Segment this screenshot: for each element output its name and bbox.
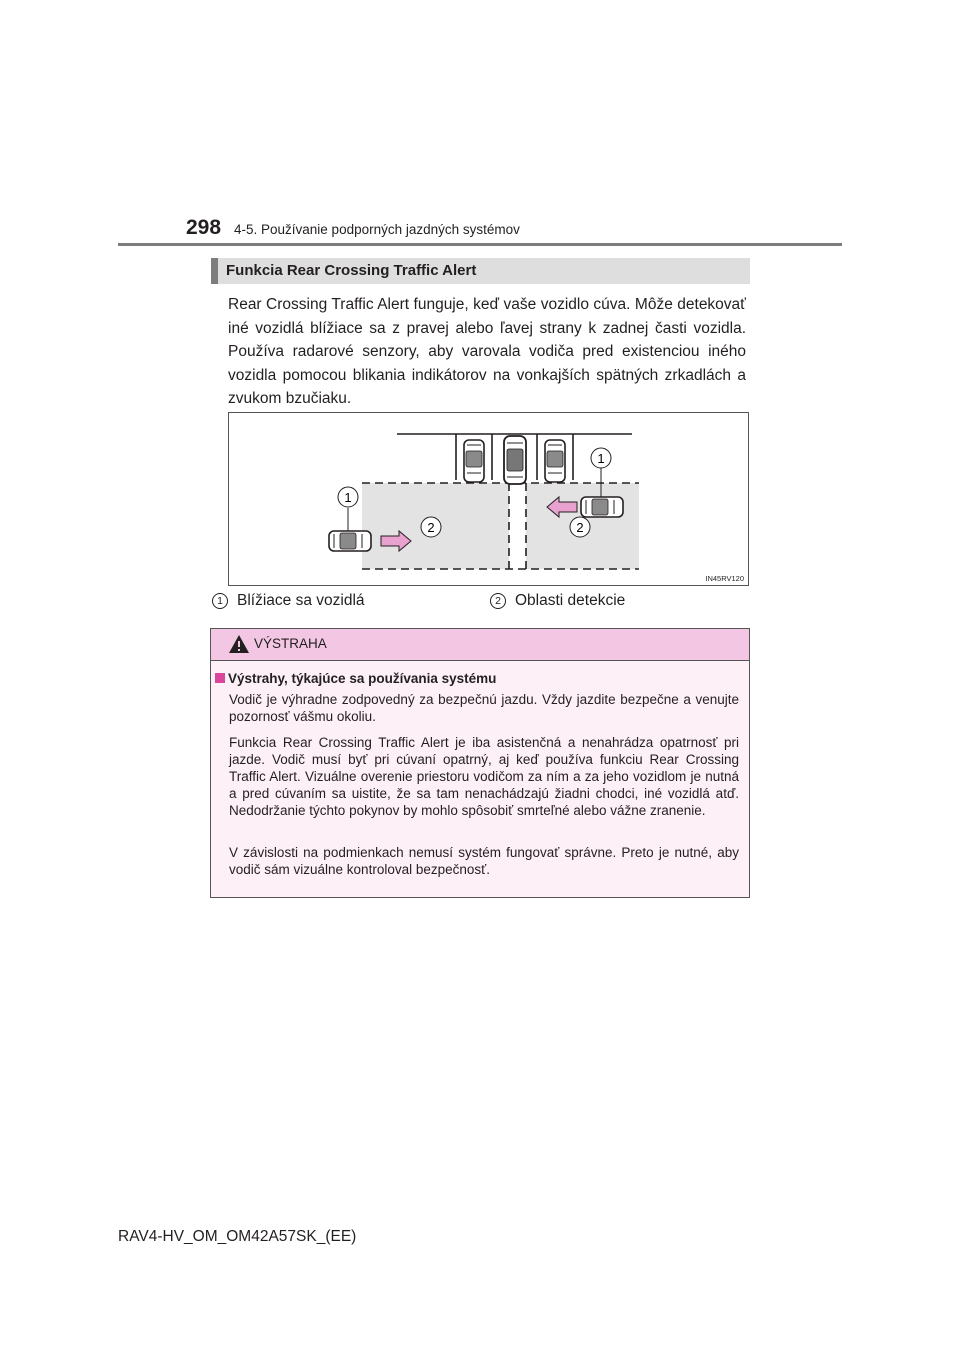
warning-body xyxy=(211,661,749,897)
header-rule xyxy=(118,243,842,246)
warning-title-text: Výstrahy, týkajúce sa používania systému xyxy=(228,671,497,686)
document-code: RAV4-HV_OM_OM42A57SK_(EE) xyxy=(118,1228,357,1245)
figure-code: IN45RV120 xyxy=(705,574,744,583)
parked-car-left xyxy=(464,440,484,482)
legend-label: Blížiace sa vozidlá xyxy=(237,592,365,609)
callout-1-right xyxy=(591,448,611,468)
callout-2-left xyxy=(421,517,441,537)
chapter-title: 4-5. Používanie podporných jazdných systémov xyxy=(234,222,520,237)
warning-title xyxy=(215,671,496,687)
legend-number: 2 xyxy=(490,593,506,609)
parked-car-right xyxy=(545,440,565,482)
legend-number: 1 xyxy=(212,593,228,609)
section-heading-text: Funkcia Rear Crossing Traffic Alert xyxy=(226,262,477,279)
section-heading xyxy=(211,258,750,284)
legend-label: Oblasti detekcie xyxy=(515,592,626,609)
approaching-car-right xyxy=(581,497,623,517)
bullet-square-icon xyxy=(215,673,225,683)
warning-triangle-icon xyxy=(228,634,250,654)
svg-text:2: 2 xyxy=(427,520,435,535)
svg-text:1: 1 xyxy=(344,490,352,505)
rcta-illustration xyxy=(228,412,749,586)
callout-2-right xyxy=(570,517,590,537)
warning-header xyxy=(211,629,749,661)
warning-label: VÝSTRAHA xyxy=(254,636,327,651)
own-vehicle xyxy=(504,436,526,484)
approaching-car-left xyxy=(329,531,371,551)
intro-paragraph: Rear Crossing Traffic Alert funguje, keď vaše vozidlo cúva. Môže detekovať iné vozidlá blížiace sa z pravej alebo ľavej strany k zadnej časti vozidla. Používa radarové senzory, aby varovala vodiča pred existenciou iného vozidla pomocou blikania indikátorov na vonkajších spätných zrkadlách a zvukom bzučiaku. xyxy=(228,296,746,407)
svg-text:2: 2 xyxy=(576,520,584,535)
legend-item xyxy=(212,591,365,611)
warning-paragraph: V závislosti na podmienkach nemusí systém fungovať správne. Preto je nutné, aby vodič sám vizuálne kontroloval bezpečnosť. xyxy=(229,845,739,877)
warning-paragraph: Vodič je výhradne zodpovedný za bezpečnú jazdu. Vždy jazdite bezpečne a venujte pozornosť vášmu okoliu. xyxy=(229,692,739,724)
warning-paragraph: Funkcia Rear Crossing Traffic Alert je iba asistenčná a nenahrádza opatrnosť pri jazde. Vodič musí byť pri cúvaní opatrný, aj keď používa funkciu Rear Crossing Traffic Alert. Vizuálne overenie priestoru vodičom za ním a za jeho vozidlom je nutná a pred cúvaním sa uistite, že sa tam nenachádzajú žiadni chodci, iné vozidlá atď. Nedodržanie týchto pokynov by mohlo spôsobiť smrteľné alebo vážne zranenie. xyxy=(229,735,739,818)
callout-1-left xyxy=(338,487,358,507)
svg-text:1: 1 xyxy=(597,451,605,466)
parking-lot-diagram xyxy=(229,413,750,587)
legend-item xyxy=(490,591,625,611)
page-number: 298 xyxy=(186,216,222,239)
warning-box xyxy=(210,628,750,898)
